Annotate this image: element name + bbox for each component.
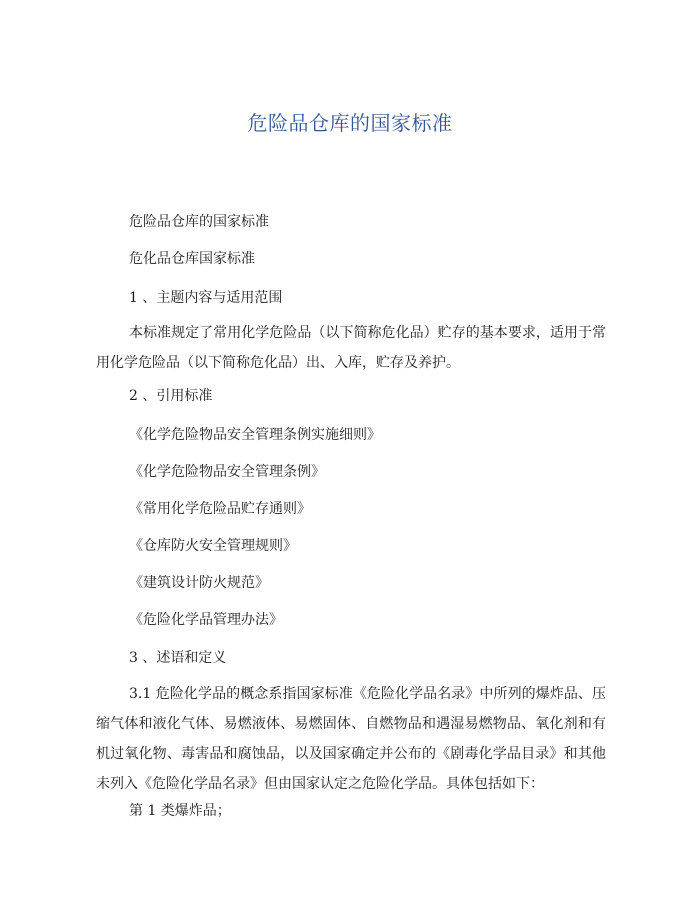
paragraph-definition: 3.1 危险化学品的概念系指国家标准《危险化学品名录》中所列的爆炸品、压缩气体和液化气体、易燃液体、易燃固体、自燃物品和遇湿易燃物品、氧化剂和有机过氧化物、毒害品和腐蚀品，以及国家确定并公布的《剧毒化学品目录》和其他未列入《危险化学品名录》但由国家认定之危险化学品。具体包括如下： — [96, 686, 606, 792]
reference-item-4: 《仓库防火安全管理规则》 — [129, 538, 297, 554]
paragraph-class-1: 第 1 类爆炸品； — [129, 803, 231, 819]
reference-item-3: 《常用化学危险品贮存通则》 — [129, 501, 311, 517]
paragraph-heading-1: 危险品仓库的国家标准 — [129, 214, 269, 230]
paragraph-heading-2: 危化品仓库国家标准 — [129, 251, 255, 267]
reference-item-2: 《化学危险物品安全管理条例》 — [129, 464, 325, 480]
paragraph-scope: 本标准规定了常用化学危险品（以下简称危化品）贮存的基本要求，适用于常用化学危险品（以下简称危化品）出、入库，贮存及养护。 — [96, 325, 606, 371]
reference-item-1: 《化学危险物品安全管理条例实施细则》 — [129, 427, 381, 443]
section-heading-3: 3 、述语和定义 — [129, 650, 227, 666]
reference-item-6: 《危险化学品管理办法》 — [129, 612, 283, 628]
section-heading-1: 1 、主题内容与适用范围 — [129, 290, 283, 306]
document-title: 危险品仓库的国家标准 — [247, 111, 453, 135]
reference-item-5: 《建筑设计防火规范》 — [129, 575, 269, 591]
section-heading-2: 2 、引用标准 — [129, 388, 213, 404]
